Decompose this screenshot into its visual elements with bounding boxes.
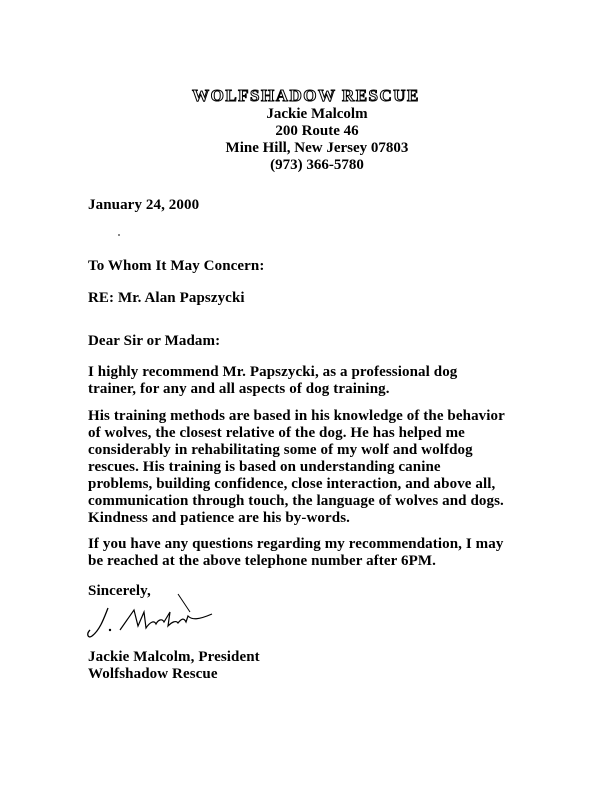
scan-speck: [118, 234, 120, 236]
paragraph-contact: If you have any questions regarding my recommendation, I may be reached at the above telephone number after 6PM.: [88, 536, 504, 569]
paragraph-recommendation: I highly recommend Mr. Papszycki, as a professional dog trainer, for any and all aspects of dog training.: [88, 364, 458, 397]
letterhead: [0, 87, 612, 174]
org-name: WOLFSHADOW RESCUE: [192, 86, 420, 105]
sender-phone: (973) 366-5780: [270, 157, 364, 173]
recipient-line: To Whom It May Concern:: [88, 258, 265, 274]
signer-org: Wolfshadow Rescue: [88, 666, 218, 682]
sender-name: Jackie Malcolm: [266, 106, 368, 122]
handwritten-signature: [86, 590, 226, 646]
sender-street: 200 Route 46: [275, 123, 359, 139]
signer-name: Jackie Malcolm, President: [88, 649, 260, 665]
re-line: RE: Mr. Alan Papszycki: [88, 290, 245, 306]
closing-line: Sincerely,: [88, 583, 151, 599]
sender-city: Mine Hill, New Jersey 07803: [225, 140, 409, 156]
letter-date: January 24, 2000: [88, 197, 200, 213]
greeting-line: Dear Sir or Madam:: [88, 333, 221, 349]
paragraph-methods: His training methods are based in his knowledge of the behavior of wolves, the closest relative of the dog. He has helped me considerably in rehabilitating some of my wolf and wolfdog rescues. His training is based on understanding canine problems, building confidence, close interaction, and above all, communication through touch, the language of wolves and dogs. Kindness and patience are his by-words.: [88, 408, 505, 526]
